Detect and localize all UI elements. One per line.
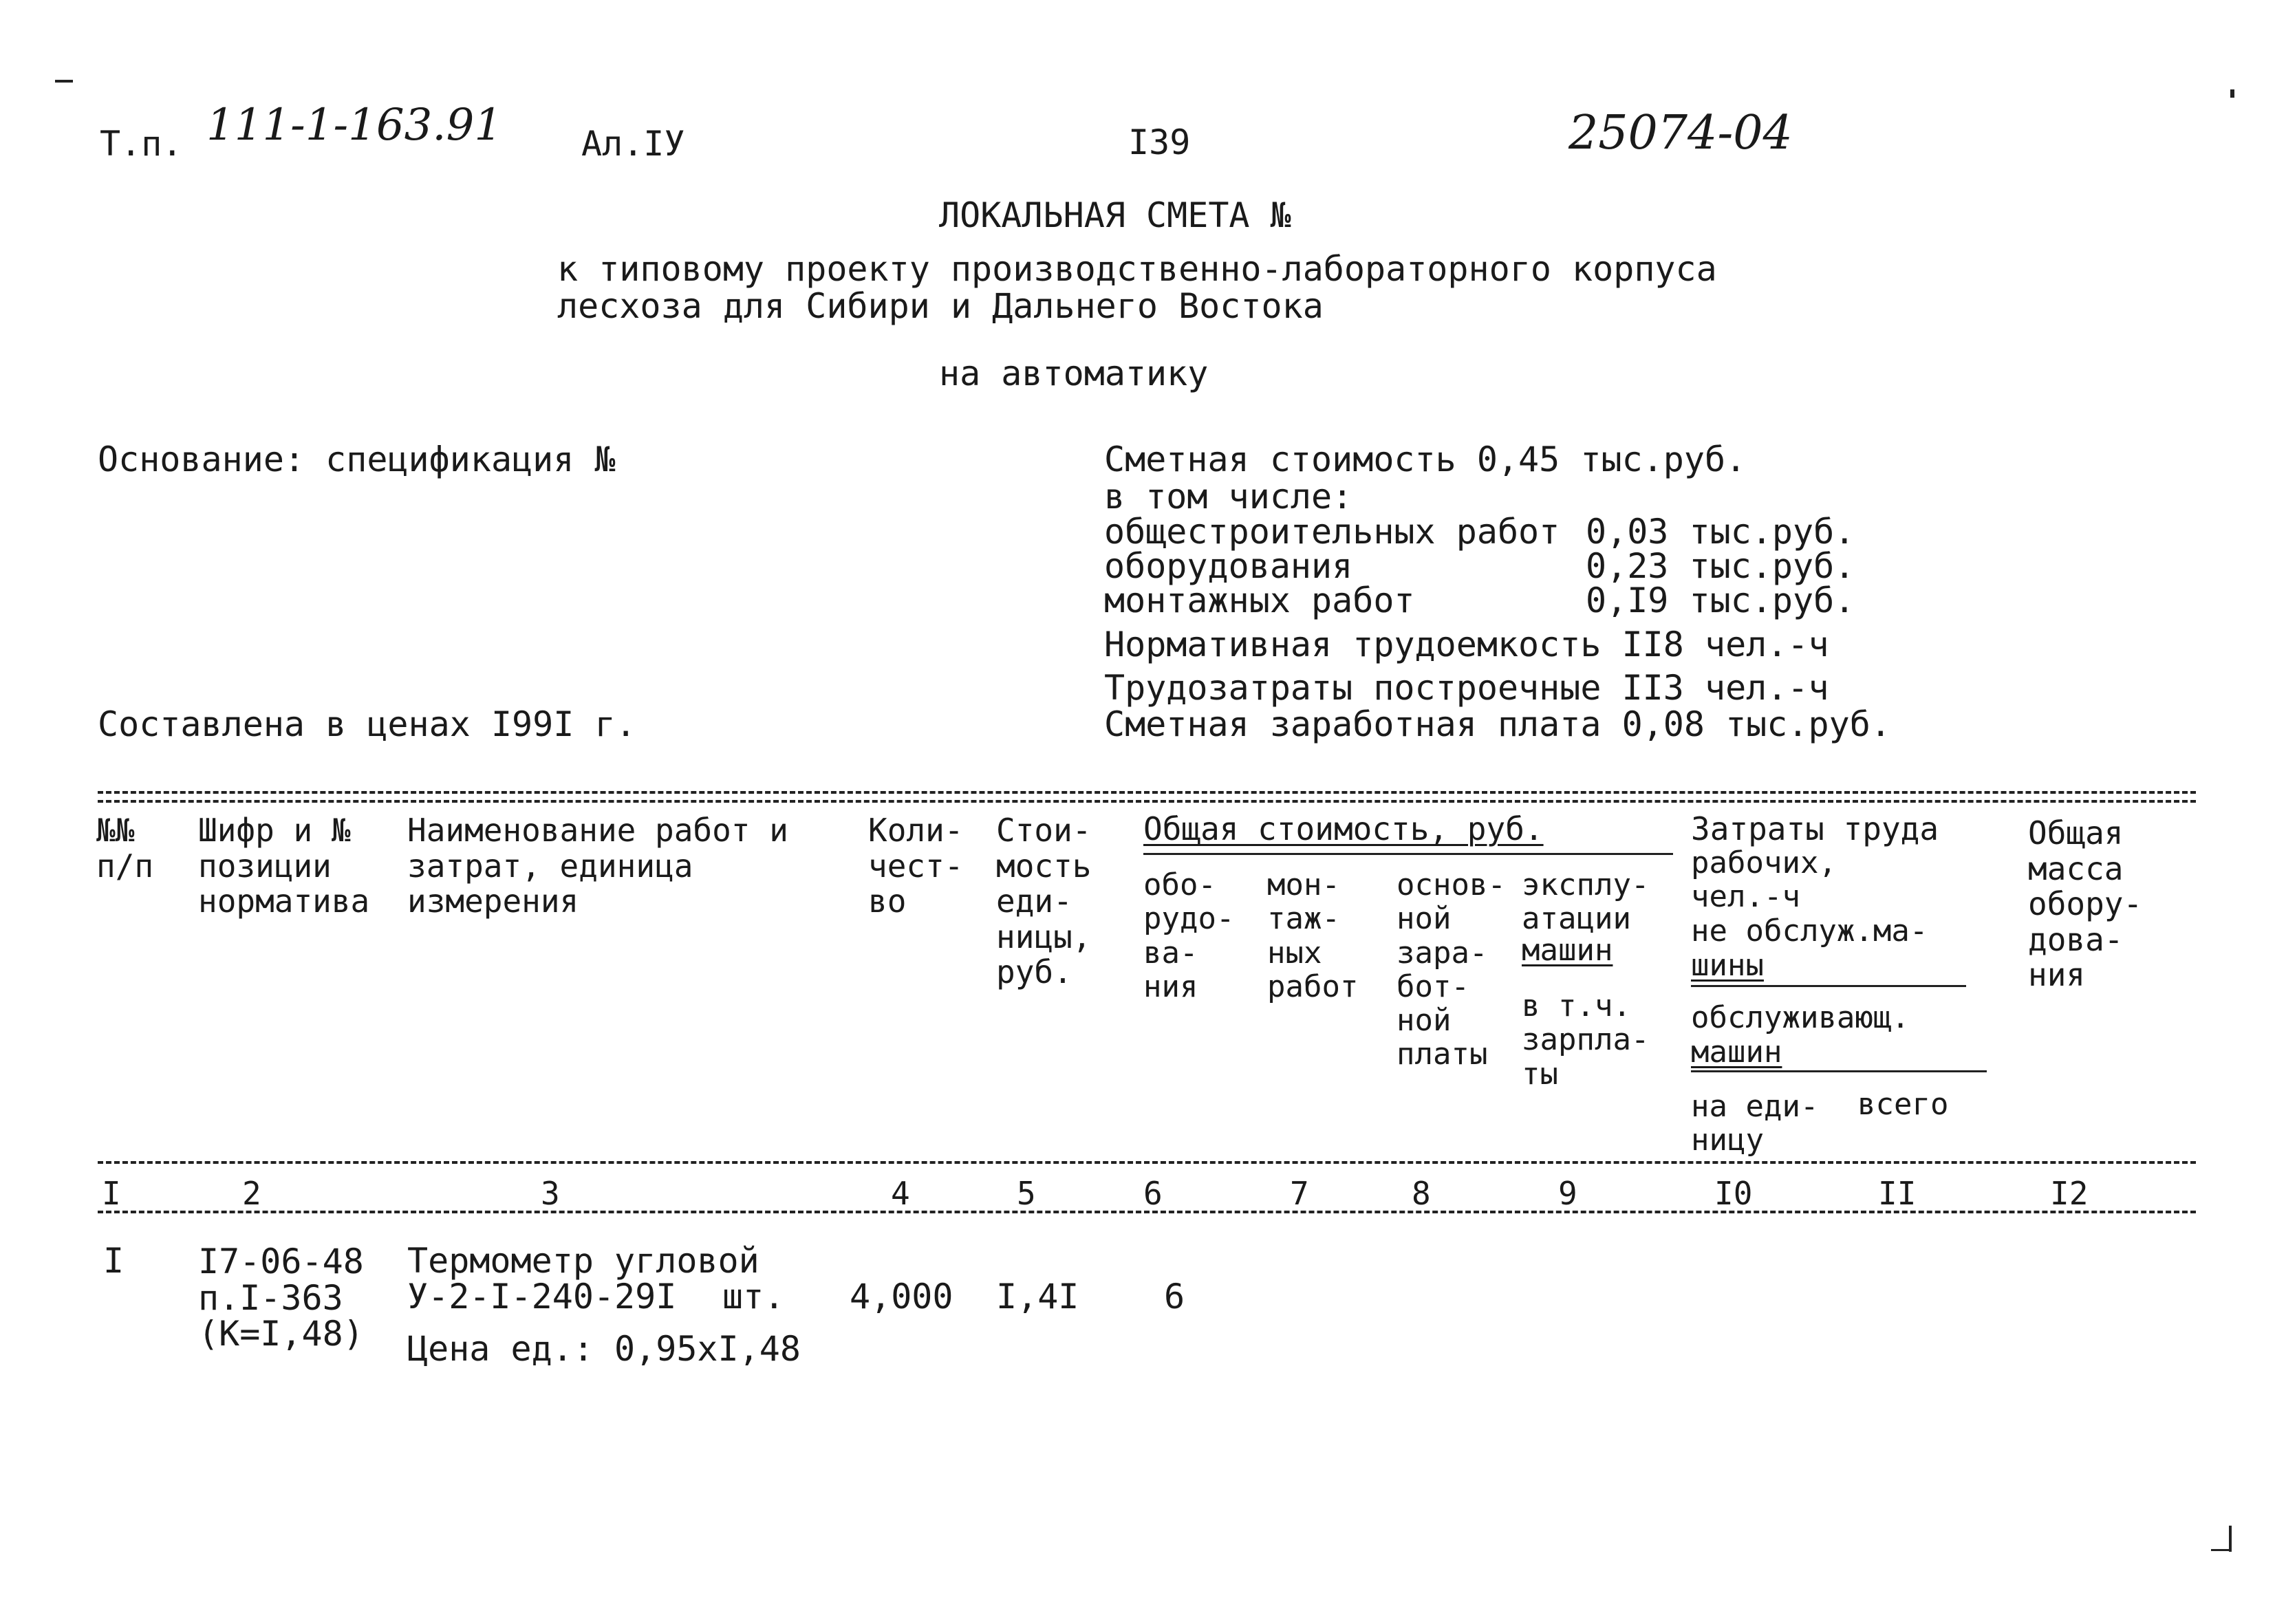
- scan-mark-bottom-right-2: [2211, 1549, 2232, 1551]
- header-labor-per-unit: на еди- ницу: [1691, 1089, 1819, 1158]
- equipment-value: 0,23 тыс.руб.: [1586, 546, 1855, 586]
- labor-group-rule-2: [1691, 1070, 1987, 1072]
- header-quantity: Коли- чест- во: [868, 812, 964, 920]
- prices-note: Составлена в ценах I99I г.: [98, 704, 636, 744]
- total-cost-group-rule: [1143, 853, 1673, 855]
- labor-norm: Нормативная трудоемкость II8 чел.-ч: [1104, 625, 1829, 664]
- project-number: 111-1-163.91: [206, 100, 503, 151]
- row-equipment-cost: 6: [1164, 1277, 1185, 1317]
- page-number: I39: [1128, 122, 1191, 162]
- column-number-8: 8: [1412, 1175, 1431, 1212]
- general-works-value: 0,03 тыс.руб.: [1586, 512, 1855, 552]
- basis-label: Основание: спецификация №: [98, 440, 616, 479]
- row-unit-price: I,4I: [996, 1277, 1079, 1317]
- header-total-cost-group: Общая стоимость, руб.: [1143, 810, 1544, 847]
- scan-mark-bottom-right: [2229, 1526, 2232, 1552]
- column-number-1: I: [102, 1175, 121, 1212]
- equipment-label: оборудования: [1104, 546, 1353, 586]
- row-code: I7-06-48 п.I-363 (К=I,48): [198, 1242, 364, 1354]
- subtitle-line-2: лесхоза для Сибири и Дальнего Востока: [557, 286, 1324, 326]
- installation-value: 0,I9 тыс.руб.: [1586, 581, 1855, 620]
- project-prefix: Т.п.: [100, 124, 183, 164]
- labor-group-rule-1: [1691, 985, 1966, 987]
- header-equipment: обо- рудо- ва- ния: [1143, 867, 1235, 1004]
- column-number-3: 3: [541, 1175, 560, 1212]
- column-number-5: 5: [1017, 1175, 1036, 1212]
- header-labor-machine: обслуживающ.: [1691, 1000, 1910, 1035]
- scan-mark-top-left: [55, 80, 73, 83]
- album-label: Ал.IУ: [581, 124, 685, 164]
- row-name-line-1: Термометр угловой: [407, 1241, 759, 1281]
- header-name: Наименование работ и затрат, единица измерения: [407, 812, 788, 920]
- page-title: ЛОКАЛЬНАЯ СМЕТА №: [939, 195, 1291, 235]
- header-labor-machine-underlined: машин: [1691, 1035, 1782, 1070]
- labor-site: Трудозатраты построечные II3 чел.-ч: [1104, 668, 1829, 708]
- row-number: I: [103, 1241, 125, 1281]
- estimated-wages: Сметная заработная плата 0,08 тыс.руб.: [1104, 704, 1891, 744]
- including-label: в том числе:: [1104, 477, 1353, 517]
- row-quantity: 4,000: [850, 1277, 953, 1317]
- header-machine-wages: в т.ч. зарпла- ты: [1522, 988, 1650, 1092]
- estimated-cost: Сметная стоимость 0,45 тыс.руб.: [1104, 440, 1747, 479]
- header-machine-ops: эксплу- атации: [1522, 867, 1650, 937]
- column-number-2: 2: [242, 1175, 261, 1212]
- header-code: Шифр и № позиции норматива: [198, 812, 370, 920]
- header-equipment-mass: Общая масса обору- дова- ния: [2028, 814, 2143, 994]
- header-labor-non-machine: рабочих, чел.-ч не обслуж.ма-: [1691, 845, 1928, 949]
- doc-code: 25074-04: [1568, 106, 1793, 160]
- column-numbers-bottom-rule: [98, 1211, 2196, 1213]
- scan-mark-top-right: [2230, 89, 2234, 98]
- installation-label: монтажных работ: [1104, 581, 1415, 620]
- row-price-note: Цена ед.: 0,95хI,48: [407, 1329, 801, 1369]
- header-labor-total: всего: [1857, 1087, 1949, 1122]
- general-works-label: общестроительных работ: [1104, 512, 1560, 552]
- subtitle-line-1: к типовому проекту производственно-лабораторного корпуса: [557, 249, 1717, 289]
- table-top-rule-2: [98, 800, 2196, 803]
- table-top-rule: [98, 791, 2196, 794]
- estimate-subject: на автоматику: [939, 354, 1209, 393]
- header-unit-price: Стои- мость еди- ницы, руб.: [996, 812, 1092, 991]
- column-number-9: 9: [1558, 1175, 1577, 1212]
- column-number-4: 4: [891, 1175, 910, 1212]
- header-base-wages: основ- ной зара- бот- ной платы: [1397, 867, 1506, 1072]
- header-installation: мон- таж- ных работ: [1267, 867, 1359, 1004]
- row-name-line-2: У-2-I-240-29I: [407, 1277, 677, 1317]
- header-labor-non-machine-underlined: шины: [1691, 948, 1764, 983]
- column-number-11: II: [1878, 1175, 1917, 1212]
- column-numbers-top-rule: [98, 1161, 2196, 1164]
- header-labor-group: Затраты труда: [1691, 810, 1939, 847]
- column-number-12: I2: [2050, 1175, 2089, 1212]
- column-number-6: 6: [1143, 1175, 1163, 1212]
- header-machine-ops-underlined: машин: [1522, 933, 1613, 968]
- column-number-10: I0: [1714, 1175, 1753, 1212]
- column-number-7: 7: [1290, 1175, 1309, 1212]
- row-unit: шт.: [722, 1277, 785, 1317]
- header-row-number: №№ п/п: [96, 812, 154, 885]
